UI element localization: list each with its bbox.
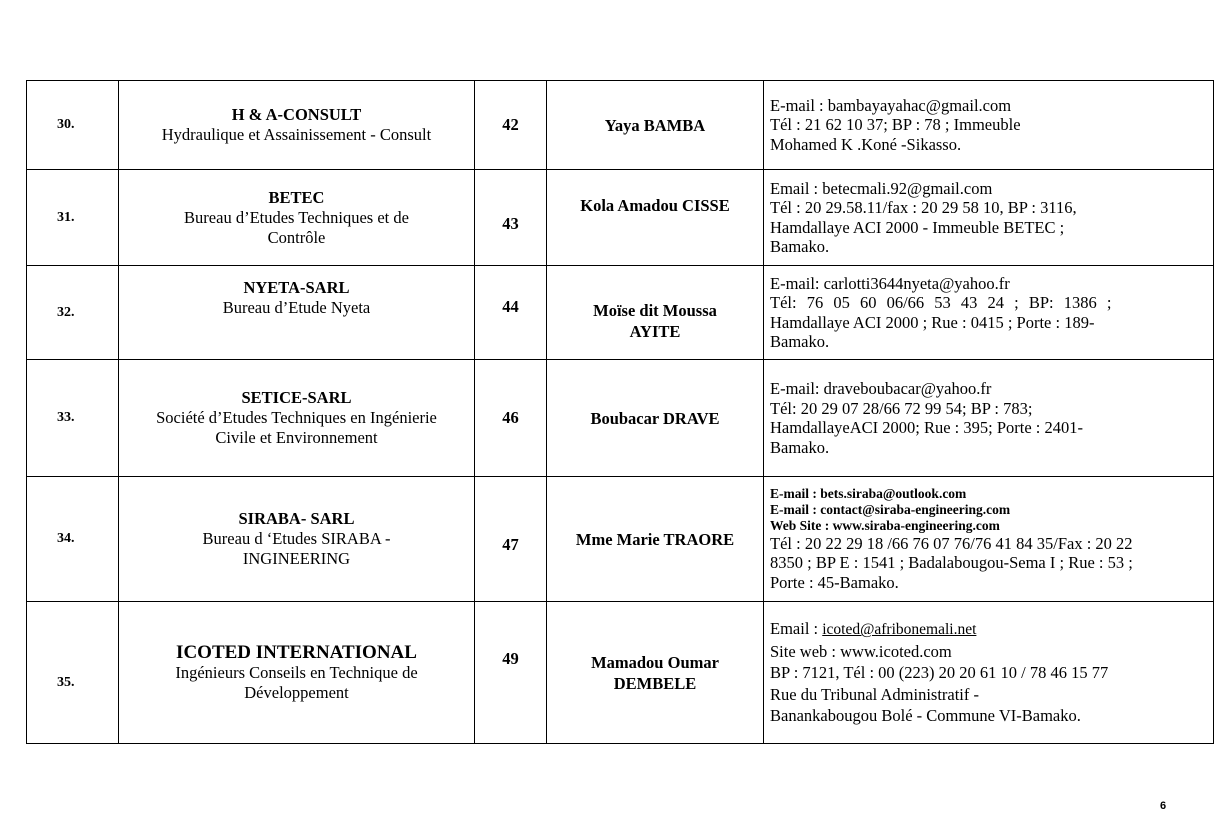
contact-line: E-mail: carlotti3644nyeta@yahoo.fr: [770, 273, 1010, 293]
organization-cell: [119, 477, 475, 602]
contact-person: Boubacar DRAVE: [547, 360, 764, 477]
contact-line: E-mail: draveboubacar@yahoo.fr: [770, 379, 992, 398]
contact-details: [764, 266, 1214, 360]
contact-line: Tél : 20 29.58.11/fax : 20 29 58 10, BP : 3116,: [770, 198, 1077, 217]
organization-name: SIRABA- SARL: [238, 509, 355, 528]
contact-details: [764, 477, 1214, 602]
table-row: [27, 266, 1214, 360]
code-cell: 42: [475, 81, 547, 170]
contact-line: Site web : www.icoted.com: [770, 641, 952, 661]
contact-line: Bamako.: [770, 437, 830, 457]
contact-line: E-mail : contact@siraba-engineering.com: [770, 501, 1011, 517]
organization-description: Ingénieurs Conseils en Technique de Développement: [175, 662, 418, 702]
contact-person: Yaya BAMBA: [547, 81, 764, 170]
contact-line: BP : 7121, Tél : 00 (223) 20 20 61 10 / 78 46 15 77: [770, 663, 1109, 683]
contact-person: Mme Marie TRAORE: [547, 477, 764, 602]
organization-description: Bureau d ‘Etudes SIRABA - INGINEERING: [202, 529, 391, 568]
code-cell: 44: [475, 266, 547, 360]
contact-person: Moïse dit Moussa AYITE: [547, 266, 764, 360]
organization-cell: [119, 602, 475, 744]
table-row: [27, 360, 1214, 477]
email-link[interactable]: icoted@afribonemali.net: [822, 621, 977, 639]
row-number: 35.: [27, 602, 119, 744]
organization-name: NYETA-SARL: [243, 278, 350, 297]
contact-line: Rue du Tribunal Administratif -: [770, 684, 980, 704]
code-cell: 49: [475, 602, 547, 744]
organization-name: ICOTED INTERNATIONAL: [176, 641, 417, 663]
contact-line: Bamako.: [770, 237, 830, 256]
contact-details: [764, 170, 1214, 266]
code-cell: 47: [475, 477, 547, 602]
table-row: [27, 170, 1214, 266]
contact-line: E-mail : bets.siraba@outlook.com: [770, 485, 967, 501]
contact-line: Email : icoted@afribonemali.net: [770, 619, 977, 639]
page-number: 6: [1160, 800, 1167, 812]
organization-name: H & A-CONSULT: [231, 105, 362, 124]
organization-name: BETEC: [268, 187, 325, 207]
contact-line: 8350 ; BP E : 1541 ; Badalabougou-Sema I ; Rue : 53 ;: [770, 553, 1133, 573]
organization-description: Bureau d’Etude Nyeta: [222, 298, 371, 317]
contact-line: Tél: 20 29 07 28/66 72 99 54; BP : 783;: [770, 398, 1033, 418]
row-number: 32.: [27, 266, 119, 360]
contact-details: [764, 602, 1214, 744]
row-number: 34.: [27, 477, 119, 602]
contact-line: Email : betecmali.92@gmail.com: [770, 178, 993, 198]
contact-line: Tél : 21 62 10 37; BP : 78 ; Immeuble: [770, 115, 1021, 135]
directory-table: [26, 80, 1214, 744]
contact-line: Mohamed K .Koné -Sikasso.: [770, 134, 962, 154]
contact-line: Tél : 20 22 29 18 /66 76 07 76/76 41 84 35/Fax : 20 22: [770, 533, 1133, 553]
contact-line: HamdallayeACI 2000; Rue : 395; Porte : 2401-: [770, 418, 1083, 437]
organization-cell: [119, 81, 475, 170]
contact-person: Mamadou Oumar DEMBELE: [547, 602, 764, 744]
table-row: [27, 602, 1214, 744]
contact-line: Tél: 76 05 60 06/66 53 43 24 ; BP: 1386 ;: [770, 293, 1112, 312]
row-number: 31.: [27, 170, 119, 266]
organization-cell: [119, 170, 475, 266]
contact-line: Porte : 45-Bamako.: [770, 572, 899, 592]
organization-cell: [119, 266, 475, 360]
row-number: 30.: [27, 81, 119, 170]
table-row: [27, 477, 1214, 602]
contact-details: [764, 360, 1214, 477]
contact-line: Banankabougou Bolé - Commune VI-Bamako.: [770, 706, 1081, 726]
organization-description: Bureau d’Etudes Techniques et de Contrôle: [184, 207, 409, 247]
contact-details: [764, 81, 1214, 170]
organization-cell: [119, 360, 475, 477]
contact-line: Hamdallaye ACI 2000 - Immeuble BETEC ;: [770, 217, 1065, 237]
contact-line: Hamdallaye ACI 2000 ; Rue : 0415 ; Porte : 189-: [770, 312, 1095, 332]
table-row: [27, 81, 1214, 170]
organization-name: SETICE-SARL: [241, 388, 352, 407]
organization-description: Société d’Etudes Techniques en Ingénierie Civile et Environnement: [156, 408, 437, 447]
row-number: 33.: [27, 360, 119, 477]
code-cell: 43: [475, 170, 547, 266]
contact-person: Kola Amadou CISSE: [547, 170, 764, 266]
code-cell: 46: [475, 360, 547, 477]
organization-description: Hydraulique et Assainissement - Consult: [161, 125, 432, 144]
contact-line: Bamako.: [770, 332, 830, 351]
contact-line: E-mail : bambayayahac@gmail.com: [770, 95, 1012, 115]
contact-line: Web Site : www.siraba-engineering.com: [770, 517, 1000, 533]
